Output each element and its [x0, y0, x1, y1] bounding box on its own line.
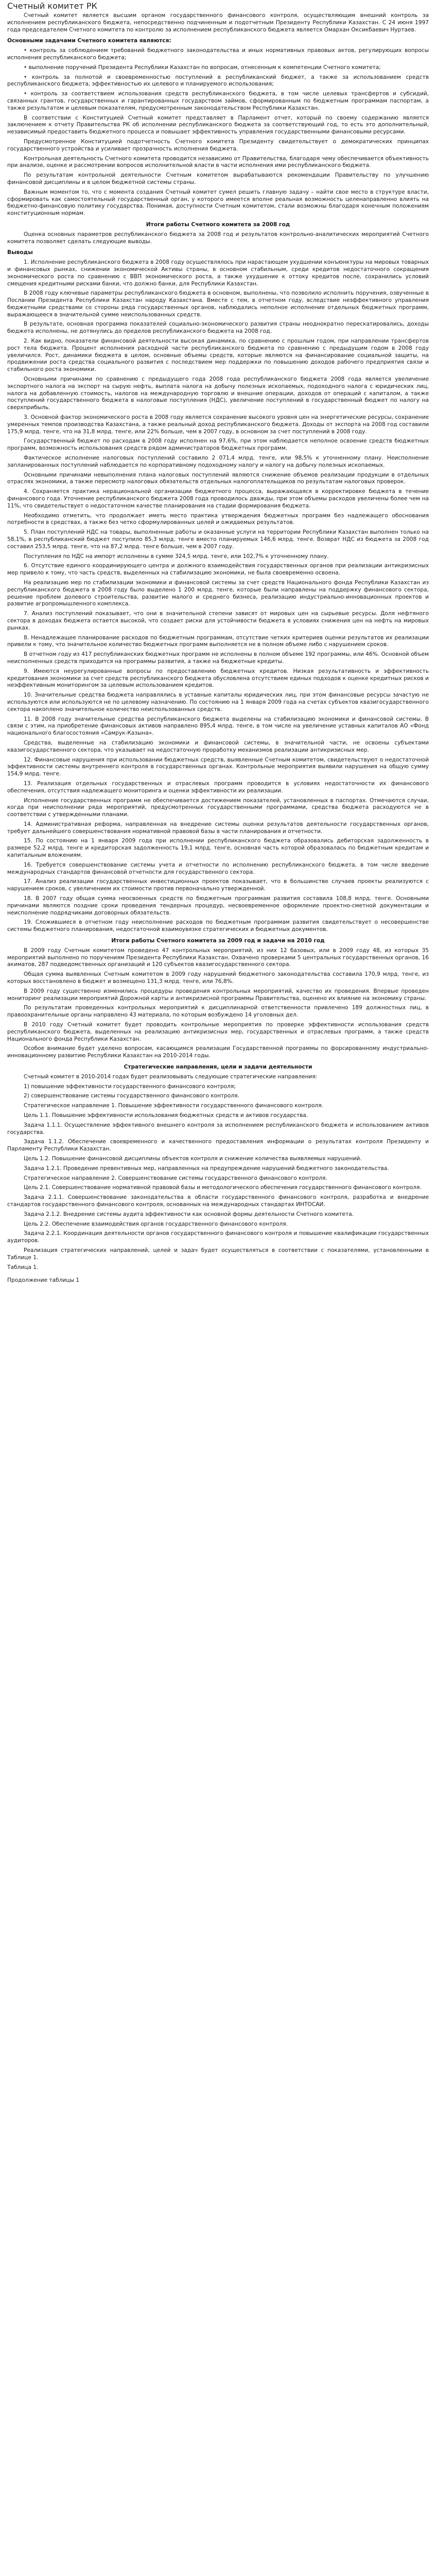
table-continuation-note: Продолжение таблицы 1 — [7, 1277, 80, 1284]
section-heading: Итоги работы Счетного комитета за 2008 год — [146, 221, 290, 228]
paragraph: 9. Имеются неурегулированные вопросы по предоставлению бюджетных кредитов. Низкая результативность и эффективность кредитования экономики за счет средств республиканского бюджета обусловлена отсутствием единых подходов к оценке кредитных рисков и неэффективным мониторингом за целевым использованием кредитов. — [7, 668, 429, 689]
section-heading: Выводы — [7, 249, 33, 256]
paragraph: Оценка основных параметров республиканского бюджета за 2008 год и результатов контрольно-аналитических мероприятий Счетного комитета позволяет сделать следующие выводы. — [7, 231, 429, 245]
paragraph: В результате, основная программа показателей социально-экономического развития страны неоднократно перескатировались, доходы бюджета исполнены, не дотянулись до пределов республиканского бюджета на 2008 год. — [7, 321, 429, 335]
paragraph: 18. В 2007 году общая сумма неосвоенных средств по бюджетным программам развития составила 108,8 млрд. тенге. Основными причинами являются поздние сроки проведения тендерных процедур, несвоевременное оформление проектно-сметной документации и неисполнение подрядчиками договорных обязательств. — [7, 895, 429, 916]
paragraph: 10. Значительные средства бюджета направлялись в уставные капиталы юридических лиц, при этом финансовые ресурсы зачастую не используются или используются не по целевому назначению. По состоянию на 1 января 2009 года на счетах субъектов квазигосударственного сектора накоплено значительное количество неиспользованных средств. — [7, 692, 429, 713]
paragraph: В отчетном году из 417 республиканских бюджетных программ не исполнены в полном объеме 192 программы, или 46%. Основной объем неисполненных средств приходится на программы развития, а также на бюджетные кредиты. — [7, 651, 429, 665]
paragraph: Цель 2.2. Обеспечение взаимодействия органов государственного финансового контроля. — [24, 1221, 288, 1227]
paragraph: В 2009 году существенно изменились процедуры проведения контрольных мероприятий, качество их проведения. Впервые проведен мониторинг реализации мероприятий Дорожной карты и антикризисной программы Правительства, оценено их влияние на экономику страны. — [7, 988, 429, 1002]
paragraph: Исполнение государственных программ не обеспечивается достижением показателей, установленных в паспортах. Отмечаются случаи, когда при неисполнении ряда мероприятий, предусмотренных государственными программами, средства бюджета расходуются не в соответствии с утвержденными планами. — [7, 797, 429, 818]
paragraph: Стратегическое направление 2. Совершенствование системы государственного финансового контроля. — [24, 1175, 327, 1181]
paragraph: Задача 1.2.1. Проведение превентивных мер, направленных на предупреждение нарушений бюджетного законодательства. — [24, 1165, 389, 1172]
paragraph: Предусмотренное Конституцией подотчетность Счетного комитета Президенту свидетельствует о демократических принципах государственного устройства и усиливает прозрачность исполнения бюджета. — [7, 138, 429, 152]
paragraph: Цель 1.1. Повышение эффективности использования бюджетных средств и активов государства. — [24, 1112, 308, 1118]
paragraph: Особое внимание будет уделено вопросам, касающимся реализации Государственной программы по форсированному индустриально-инновационному развитию Республики Казахстан на 2010-2014 годы. — [7, 1045, 429, 1059]
paragraph: Необходимо отметить, что продолжает иметь место практика утверждения бюджетных программ без надлежащего обоснования потребности в средствах, а также без четко сформулированных целей и ожидаемых результатов. — [7, 512, 429, 526]
paragraph: 16. Требуется совершенствование системы учета и отчетности по исполнению республиканского бюджета, в том числе введение международных стандартов финансовой отчетности для государственного сектора. — [7, 861, 429, 875]
page-title: Счетный комитет РК — [7, 1, 97, 11]
paragraph: В 2008 году ключевые параметры республиканского бюджета в основном, выполнены, что позволило исполнить поручения, озвученные в Послании Президента Республики Казахстан народу Казахстана. Вместе с тем, в отчетном году, вследствие неэффективного управления бюджетными средствами со стороны ряда государственных органов, наблюдались неполное исполнение отдельных бюджетных программ, выражающееся в значительной сумме неиспользованных средств. — [7, 290, 429, 318]
paragraph: Задача 1.1.1. Осуществление эффективного внешнего контроля за исполнением республиканского бюджета и использованием активов государства. — [7, 1122, 429, 1136]
paragraph: 1. Исполнение республиканского бюджета в 2008 году осуществлялось при нарастающем ухудшении конъюнктуры на мировых товарных и финансовых рынках, снижении экономической Активы страны, в основном стабильным, среди кредитов недостаточного сокращения экономического роста по сравнению с ВВП экономического роста, а также ухудшение к оттоку кредитов после, сохранились условий смещения кредитными рисками банки, что должно банки, для Республики Казахстан. — [7, 259, 429, 287]
paragraph: Задача 2.1.2. Внедрение системы аудита эффективности как основной формы деятельности Счетного комитета. — [24, 1211, 354, 1217]
paragraph: 2. Как видно, показатели финансовой деятельности высокая динамика, по сравнению с прошлым годом, при направлении трансфертов рост тела бюджета. Процент исполнения расходной части республиканского бюджета по сравнению с предыдущим годом в 2008 году увеличился. Рост, динамики бюджета в целом, основные объемы средств, которые являются на финансирование социальной защиты, на продвижении роста средства социального развития с последствием мер поддержки по повышению доходов рабочего предприятия связи и стабильного роста экономики. — [7, 338, 429, 373]
paragraph: Стратегическое направление 1. Повышение эффективности государственного финансового контроля. — [24, 1103, 323, 1109]
paragraph: Поступления по НДС на импорт исполнены в сумме 324,5 млрд. тенге, или 102,7% к уточненному плану. — [24, 553, 329, 560]
document-body — [7, 12, 429, 1284]
paragraph: Реализация стратегических направлений, целей и задач будет осуществляться в соответствии с показателями, установленными в Таблице 1. — [7, 1247, 429, 1261]
paragraph: В 2009 году Счетным комитетом проведено 47 контрольных мероприятий, из них 12 базовых, или в 2009 году 48, из которых 35 мероприятий выполнено по поручениям Президента Республики Казахстан. Охвачено проверками 5 центральных государственных органов, 16 акиматов, 287 подведомственных организаций и 120 субъектов квазигосударственного сектора. — [7, 947, 429, 968]
paragraph: • контроль за полнотой и своевременностью поступлений в республиканский бюджет, а также за использованием средств республиканского бюджета, эффективностью их целевого и планируемого использования; — [7, 74, 429, 88]
paragraph: • выполнение поручений Президента Республики Казахстан по вопросам, отнесенным к компетенции Счетного комитета; — [24, 64, 381, 71]
paragraph: Основными причинами невыполнения плана налоговых поступлений являются снижение объемов реализации продукции в отдельных отраслях экономики, а также пересмотр налоговых обязательств отдельных налогоплательщиков по результатам налоговых проверок. — [7, 471, 429, 485]
paragraph: Основными причинами по сравнению с предыдущего года 2008 года республиканского бюджета 2008 года является увеличение экспортного налога на экспорт на сырую нефть, выплата налога на добычу полезных ископаемых, подоходного налога с юридических лиц, налога на добавленную стоимость, налогов на международную торговлю и внешние операции, доходов от операций с капиталом, а также поступлений государственного бюджета в налоговые поступления (НДС), увеличение поступлений в государственный бюджет по налогу на сверхприбыль. — [7, 376, 429, 411]
paragraph: 8. Ненадлежащее планирование расходов по бюджетным программам, отсутствие четких критериев оценки результатов их реализации привели к тому, что значительное количество бюджетных программ выполняется не в полном объеме либо с нарушением сроков. — [7, 634, 429, 648]
paragraph: 17. Анализ реализации государственных инвестиционных проектов показывает, что в большинстве случаев проекты реализуются с нарушением сроков, с увеличением их стоимости против первоначально утвержденной. — [7, 878, 429, 892]
paragraph: 6. Отсутствие единого координирующего центра и должного взаимодействия государственных органов при реализации антикризисных мер привело к тому, что часть средств, выделенных на стабилизацию экономики, не была своевременно освоена. — [7, 563, 429, 577]
paragraph: Цель 1.2. Повышение финансовой дисциплины объектов контроля и снижение количества выявляемых нарушений. — [24, 1155, 362, 1162]
paragraph: 19. Сложившиеся в отчетном году неисполнение расходов по бюджетным программам развития свидетельствует о несовершенстве системы бюджетного планирования, недостаточной взаимоувязке стратегических и бюджетных документов. — [7, 919, 429, 933]
paragraph: 14. Административная реформа, направленная на внедрение системы оценки результатов деятельности государственных органов, требует дальнейшего совершенствования нормативной правовой базы в части планирования и отчетности. — [7, 821, 429, 835]
section-heading: Стратегические направления, цели и задачи деятельности — [124, 1064, 312, 1070]
section-heading: Основными задачами Счетного комитета являются: — [7, 38, 171, 44]
paragraph: Важным моментом то, что с момента создания Счетный комитет сумел решить главную задачу – найти свое место в структуре власти, сформировать как самостоятельный государственный орган, у которого имеется вполне реальная возможность целенаправленно влиять на бюджетно-финансовую политику государства. Понимая, доступности Счетным комитетом, стали возможны благодаря конечным положениям конституционным нормам. — [7, 189, 429, 217]
paragraph: Контрольная деятельность Счетного комитета проводится независимо от Правительства, благодаря чему обеспечивается объективность при анализе, оценке и рассмотрении вопросов исполнительной власти в части исполнения ими республиканского бюджета. — [7, 155, 429, 169]
paragraph: В 2010 году Счетный комитет будет проводить контрольные мероприятия по проверке эффективности использования средств республиканского бюджета, выделенных на реализацию антикризисных мер, государственных и отраслевых программ, а также средств Национального фонда Республики Казахстан. — [7, 1022, 429, 1042]
paragraph: Общая сумма выявленных Счетным комитетом в 2009 году нарушений бюджетного законодательства составила 170,9 млрд. тенге, из которых восстановлено в бюджет и возмещено 131,3 млрд. тенге, или 76,8%. — [7, 971, 429, 985]
paragraph: Средства, выделенные на стабилизацию экономики и финансовой системы, в значительной части, не освоены субъектами квазигосударственного сектора, что указывает на недостаточную проработку механизмов реализации антикризисных мер. — [7, 739, 429, 753]
paragraph: По результатам контрольной деятельности Счетным комитетом вырабатываются рекомендации Правительству по улучшению финансовой дисциплины и в целом бюджетной системы страны. — [7, 172, 429, 185]
paragraph: 12. Финансовые нарушения при использовании бюджетных средств, выявленные Счетным комитетом, свидетельствуют о недостаточной эффективности системы внутреннего контроля в государственных органах. Контрольные мероприятия выявили нарушения на общую сумму 154,9 млрд. тенге. — [7, 756, 429, 777]
paragraph: 3. Основной фактор экономического роста в 2008 году является сохранение высокого уровня цен на энергетические ресурсы, сохранение умеренных темпов производства Казахстана, а также реальный доход республиканского бюджета. Доходы от экспорта на 2008 год составили 175,9 млрд. тенге, что на 31,8 млрд. тенге, или 22% больше, чем в 2007 году, в основном за счет поступлений в 2008 году. — [7, 414, 429, 435]
paragraph: Фактическое исполнение налоговых поступлений составило 2 071,4 млрд. тенге, или 98,5% к уточненному плану. Неисполнение запланированных поступлений наблюдается по корпоративному подоходному налогу и налогу на добычу полезных ископаемых. — [7, 455, 429, 468]
paragraph: Задача 1.1.2. Обеспечение своевременного и качественного предоставления информации о результатах контроля Президенту и Парламенту Республики Казахстан. — [7, 1139, 429, 1153]
paragraph: 11. В 2008 году значительные средства республиканского бюджета выделены на стабилизацию экономики и финансовой системы. В связи с этим, на приобретение финансовых активов направлено 895,4 млрд. тенге, в том числе на увеличение уставных капиталов АО «Фонд национального благосостояния «Самрук-Казына». — [7, 716, 429, 737]
paragraph: В соответствии с Конституцией Счетный комитет представляет в Парламент отчет, который по своему содержанию является заключением к отчету Правительства РК об исполнении республиканского бюджета за соответствующий год, то есть это дополнительный, независимый предоставить бюджетного процесса и повышает эффективность управления государственными финансовыми ресурсами. — [7, 114, 429, 135]
paragraph: Задача 2.2.1. Координация деятельности органов государственного финансового контроля и повышение квалификации государственных аудиторов. — [7, 1230, 429, 1244]
paragraph: 5. План поступлений НДС на товары, выполненные работы и оказанные услуги на территории Республики Казахстан выполнен только на 58,1%, в республиканский бюджет поступило 85,3 млрд. тенге вместо планируемых 146,6 млрд. тенге. Возврат НДС из бюджета за 2008 год составил 253,5 млрд. тенге, что на 87,2 млрд. тенге больше, чем в 2007 году. — [7, 529, 429, 550]
paragraph: 2) совершенствование системы государственного финансового контроля. — [24, 1093, 239, 1099]
section-heading: Итоги работы Счетного комитета за 2009 год и задачи на 2010 год — [111, 938, 325, 944]
paragraph: • контроль за соблюдением требований бюджетного законодательства и иных нормативных правовых актов, регулирующих вопросы исполнения республиканского бюджета; — [7, 47, 429, 61]
paragraph: 1) повышение эффективности государственного финансового контроля; — [24, 1083, 236, 1090]
paragraph: Таблица 1. — [7, 1264, 39, 1270]
paragraph: Счетный комитет является высшим органом государственного финансового контроля, осуществляющим внешний контроль за исполнением республиканского бюджета, непосредственно подчиненным и подотчетным Президенту Республики Казахстан. С 24 июня 1997 года председателем Счетного комитета по контролю за исполнением республиканского бюджета является Омархан Оксикбаевич Нуртаев. — [7, 12, 429, 33]
paragraph: Задача 2.1.1. Совершенствование законодательства в области государственного финансового контроля, разработка и внедрение стандартов государственного финансового контроля, основанных на международных стандартах ИНТОСАИ. — [7, 1194, 429, 1208]
paragraph: 7. Анализ поступлений показывает, что они в значительной степени зависят от мировых цен на сырьевые ресурсы. Доля нефтяного сектора в доходах бюджета остается высокой, что создает риски для устойчивости бюджета в условиях снижения цен на нефть на мировых рынках. — [7, 611, 429, 631]
paragraph: 15. По состоянию на 1 января 2009 года при исполнении республиканского бюджета образовались дебиторская задолженность в размере 52,2 млрд. тенге и кредиторская задолженность 19,1 млрд. тенге, основная часть которой образовалась по бюджетным кредитам и капитальным вложениям. — [7, 838, 429, 859]
paragraph: • контроль за соответствием использования средств республиканского бюджета, в том числе целевых трансфертов и субсидий, связанных грантов, государственных и гарантированных государством займов, сформированным по бюджетным программам паспортам, а также результатом и целевым показателям, предусмотренным законодательством Республики Казахстан. — [7, 91, 429, 111]
paragraph: 4. Сохраняется практика нерациональной организации бюджетного процесса, выражающаяся в корректировке бюджета в течение финансового года. Уточнение республиканского бюджета 2008 года проводилось дважды, при этом объемы расходов увеличены более чем на 11%, что свидетельствует о недостаточном качестве планирования на стадии формирования бюджета. — [7, 488, 429, 509]
paragraph: Счетный комитет в 2010-2014 годах будет реализовывать следующие стратегические направления: — [24, 1073, 318, 1080]
paragraph: Государственный бюджет по расходам в 2008 году исполнен на 97,6%, при этом наблюдается неполное освоение средств бюджетных программ, возможность использования средств рядом администраторов бюджетных программ. — [7, 438, 429, 452]
paragraph: По результатам проведенных контрольных мероприятий к дисциплинарной ответственности привлечено 189 должностных лиц, в правоохранительные органы направлено 43 материала, по которым возбуждено 14 уголовных дел. — [7, 1005, 429, 1019]
paragraph: На реализацию мер по стабилизации экономики и финансовой системы за счет средств Национального фонда Республики Казахстан из республиканского бюджета в 2008 году было выделено 1 200 млрд. тенге, которые были направлены на поддержку финансового сектора, решение проблем долевого строительства, развитие малого и среднего бизнеса, реализацию индустриально-инновационных проектов и развитие агропромышленного комплекса. — [7, 579, 429, 607]
paragraph: 13. Реализация отдельных государственных и отраслевых программ проводится в условиях недостаточности их финансового обеспечения, отсутствия надлежащего мониторинга и оценки эффективности их реализации. — [7, 780, 429, 794]
paragraph: Цель 2.1. Совершенствование нормативной правовой базы и методологического обеспечения государственного финансового контроля. — [24, 1184, 422, 1191]
